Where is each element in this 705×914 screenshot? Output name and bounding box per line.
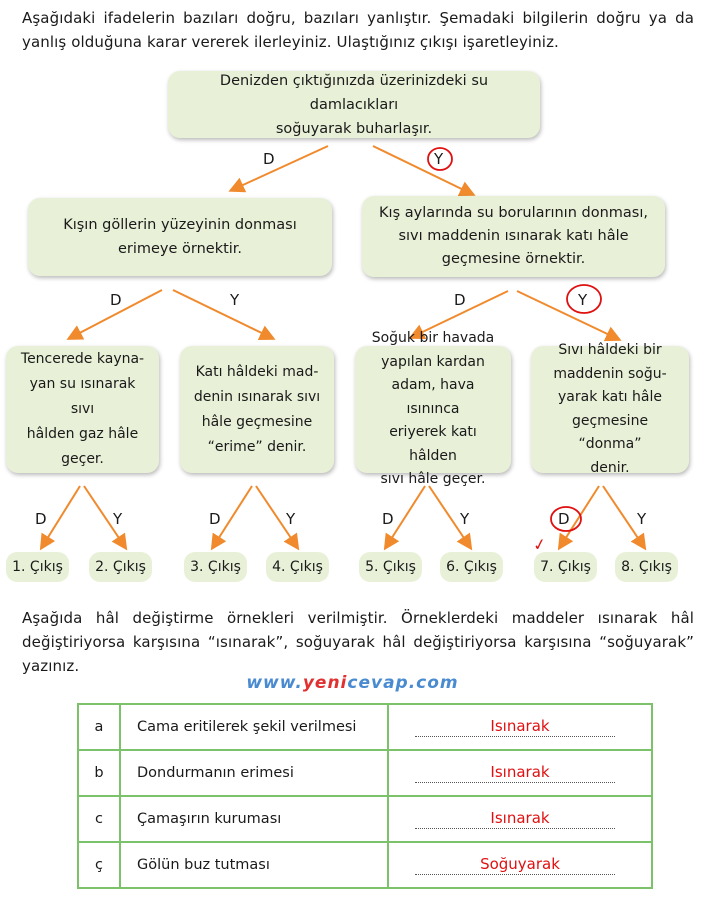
row-answer-cell[interactable] — [388, 796, 652, 842]
watermark-www: www. — [246, 673, 303, 693]
row-question: Gölün buz tutması — [120, 842, 388, 888]
l3b3-line-2: yapılan kardan — [381, 353, 485, 370]
level3-box-4 — [531, 342, 689, 476]
level2-right-box — [362, 196, 665, 277]
l3b4-line-3: yarak katı hâle — [558, 389, 662, 405]
root-true-label: D — [263, 150, 275, 168]
l3b2-line-3: hâle geçmesine — [201, 413, 313, 430]
level2-right-line-1: Kış aylarında su borularının donması, — [379, 205, 648, 221]
watermark — [0, 673, 705, 693]
root-statement-box — [168, 71, 540, 138]
l3b2-true-label: D — [209, 510, 221, 528]
table-row — [78, 842, 652, 888]
row-answer-cell[interactable] — [388, 842, 652, 888]
row-key: c — [78, 796, 120, 842]
table-row — [78, 704, 652, 750]
l3b4-false-label: Y — [637, 510, 647, 528]
exit-8[interactable]: 8. Çıkış — [615, 552, 678, 582]
exit-4[interactable]: 4. Çıkış — [266, 552, 329, 582]
watermark-yeni: yeni — [302, 673, 348, 693]
row-answer: Isınarak — [490, 809, 550, 827]
row-answer: Isınarak — [490, 763, 550, 781]
l3b1-line-3: hâlden gaz hâle — [26, 426, 139, 442]
root-line-1: Denizden çıktığınızda üzerinizdeki su damlacıkları — [219, 72, 489, 113]
l3b4-line-1: Sıvı hâldeki bir — [558, 342, 662, 358]
l3b3-line-4: eriyerek katı hâlden — [389, 424, 477, 464]
l3b1-false-label: Y — [113, 510, 123, 528]
l3b4-line-4: geçmesine “donma” — [571, 412, 649, 452]
level2-left-line-1: Kışın göllerin yüzeyinin donması — [63, 217, 297, 233]
level3-box-1 — [6, 346, 159, 473]
l3b1-line-4: geçer. — [61, 451, 104, 467]
answer-table — [77, 703, 653, 889]
row-answer: Soğuyarak — [480, 855, 560, 873]
l3b3-line-5: sıvı hâle geçer. — [380, 471, 486, 488]
l2-left-false-label: Y — [230, 291, 240, 309]
exit-2[interactable]: 2. Çıkış — [89, 552, 152, 582]
instructions-part2: Aşağıda hâl değiştirme örnekleri verilmiştir. Örneklerdeki maddeler ısınarak hâl değiştiriyorsa karşısına “ısınarak”, soğuyarak hâl değiştiriyorsa karşısına “soğuyarak” yazınız. — [22, 609, 694, 675]
level2-left-line-2: erimeye örnektir. — [117, 241, 243, 257]
l3b4-line-2: maddenin soğu- — [553, 365, 667, 382]
l3b3-true-label: D — [382, 510, 394, 528]
l2-right-true-label: D — [454, 291, 466, 309]
l2-right-false-label: Y — [578, 291, 588, 309]
row-question: Çamaşırın kuruması — [120, 796, 388, 842]
table-row — [78, 796, 652, 842]
row-question: Dondurmanın erimesi — [120, 750, 388, 796]
exit-1[interactable]: 1. Çıkış — [6, 552, 69, 582]
level3-box-3 — [355, 330, 511, 488]
row-answer: Isınarak — [490, 717, 550, 735]
table-row — [78, 750, 652, 796]
level2-left-box — [28, 198, 332, 276]
l3b2-line-2: denin ısınarak sıvı — [193, 388, 321, 405]
l3b4-true-label: D — [558, 510, 570, 528]
l3b2-line-4: “erime” denir. — [207, 438, 307, 455]
row-answer-cell[interactable] — [388, 750, 652, 796]
l3b3-line-3: adam, hava ısınınca — [391, 377, 475, 417]
row-question: Cama eritilerek şekil verilmesi — [120, 704, 388, 750]
l3b1-true-label: D — [35, 510, 47, 528]
l2-left-true-label: D — [110, 291, 122, 309]
row-key: b — [78, 750, 120, 796]
checkmark-icon: ✓ — [531, 533, 548, 556]
watermark-com: .com — [408, 673, 459, 693]
l3b1-line-1: Tencerede kayna- — [20, 351, 145, 367]
level2-right-line-3: geçmesine örnektir. — [441, 251, 586, 267]
exit-6[interactable]: 6. Çıkış — [440, 552, 503, 582]
root-line-2: soğuyarak buharlaşır. — [275, 120, 433, 137]
l3b3-false-label: Y — [460, 510, 470, 528]
row-key: ç — [78, 842, 120, 888]
exit-7[interactable]: 7. Çıkış — [534, 552, 597, 582]
l3b2-line-1: Katı hâldeki mad- — [195, 363, 319, 380]
level2-right-line-2: sıvı maddenin ısınarak katı hâle — [398, 228, 629, 244]
level3-box-2 — [180, 346, 334, 473]
root-false-label: Y — [434, 150, 444, 168]
watermark-cevap: cevap — [347, 673, 409, 693]
l3b1-line-2: yan su ısınarak sıvı — [29, 376, 136, 417]
l3b4-line-5: denir. — [590, 459, 630, 476]
l3b2-false-label: Y — [286, 510, 296, 528]
exit-5[interactable]: 5. Çıkış — [359, 552, 422, 582]
l3b3-line-1: Soğuk bir havada — [371, 330, 495, 347]
instructions-part1: Aşağıdaki ifadelerin bazıları doğru, bazıları yanlıştır. Şemadaki bilgilerin doğru ya da yanlış olduğuna karar vererek ilerleyiniz. Ulaştığınız çıkışı işaretleyiniz. — [22, 9, 694, 51]
row-key: a — [78, 704, 120, 750]
exit-3[interactable]: 3. Çıkış — [184, 552, 247, 582]
row-answer-cell[interactable] — [388, 704, 652, 750]
